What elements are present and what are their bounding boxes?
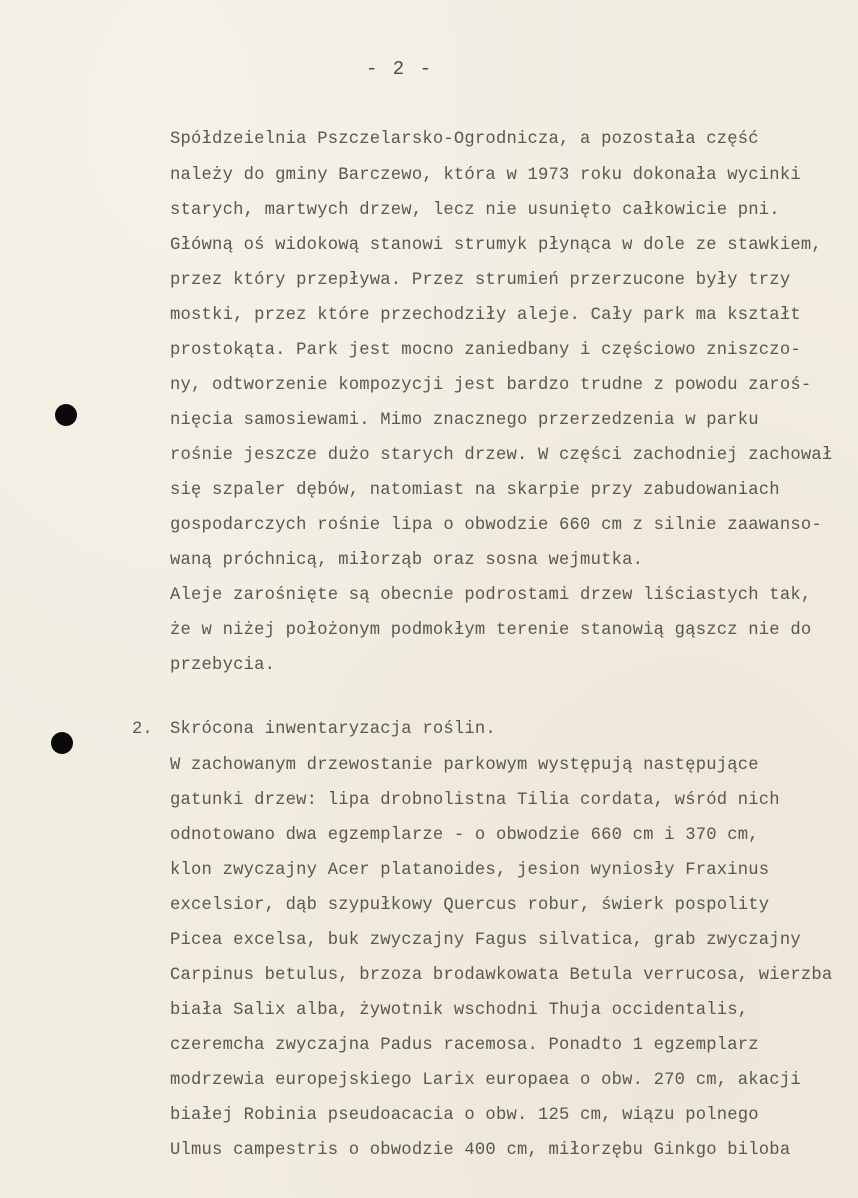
paragraph-1-line: mostki, przez które przechodziły aleje. Cały park ma kształt [170,306,801,325]
paragraph-1-line: Aleje zarośnięte są obecnie podrostami drzew liściastych tak, [170,586,812,605]
section-number: 2. [132,720,153,739]
paragraph-1-line: starych, martwych drzew, lecz nie usunięto całkowicie pni. [170,201,780,220]
paragraph-1-line: przebycia. [170,656,276,675]
punch-hole-lower [51,732,73,754]
paragraph-1-line: Spółdzeielnia Pszczelarsko-Ogrodnicza, a pozostała część [170,130,759,149]
section-2-line: modrzewia europejskiego Larix europaea o obw. 270 cm, akacji [170,1071,801,1090]
paragraph-1-line: rośnie jeszcze dużo starych drzew. W części zachodniej zachował [170,446,833,465]
paragraph-1-line: przez który przepływa. Przez strumień przerzucone były trzy [170,271,791,290]
section-2-line: Carpinus betulus, brzoza brodawkowata Betula verrucosa, wierzba [170,966,833,985]
paragraph-1-line: ny, odtworzenie kompozycji jest bardzo trudne z powodu zaroś- [170,376,812,395]
paragraph-1-line: prostokąta. Park jest mocno zaniedbany i częściowo zniszczo- [170,341,801,360]
section-2-line: Picea excelsa, buk zwyczajny Fagus silvatica, grab zwyczajny [170,931,801,950]
section-2-line: białej Robinia pseudoacacia o obw. 125 cm, wiązu polnego [170,1106,759,1125]
paragraph-1-line: się szpaler dębów, natomiast na skarpie przy zabudowaniach [170,481,780,500]
paragraph-1-line: że w niżej położonym podmokłym terenie stanowią gąszcz nie do [170,621,812,640]
paragraph-1-line: waną próchnicą, miłorząb oraz sosna wejmutka. [170,551,644,570]
section-2-line: gatunki drzew: lipa drobnolistna Tilia cordata, wśród nich [170,791,780,810]
section-2-line: W zachowanym drzewostanie parkowym występują następujące [170,756,759,775]
paragraph-1-line: gospodarczych rośnie lipa o obwodzie 660 cm z silnie zaawanso- [170,516,822,535]
section-2-line: czeremcha zwyczajna Padus racemosa. Ponadto 1 egzemplarz [170,1036,759,1055]
section-2-line: klon zwyczajny Acer platanoides, jesion wyniosły Fraxinus [170,861,770,880]
paragraph-1-line: nięcia samosiewami. Mimo znacznego przerzedzenia w parku [170,411,759,430]
section-2-line: biała Salix alba, żywotnik wschodni Thuja occidentalis, [170,1001,749,1020]
paragraph-1-line: należy do gminy Barczewo, która w 1973 roku dokonała wycinki [170,166,801,185]
paragraph-1-line: Główną oś widokową stanowi strumyk płynąca w dole ze stawkiem, [170,236,822,255]
section-2-line: Ulmus campestris o obwodzie 400 cm, miłorzębu Ginkgo biloba [170,1141,791,1160]
section-2-line: odnotowano dwa egzemplarze - o obwodzie 660 cm i 370 cm, [170,826,759,845]
section-heading: Skrócona inwentaryzacja roślin. [170,720,496,739]
page-number: - 2 - [366,58,434,80]
punch-hole-upper [55,404,77,426]
section-2-line: excelsior, dąb szypułkowy Quercus robur, świerk pospolity [170,896,770,915]
